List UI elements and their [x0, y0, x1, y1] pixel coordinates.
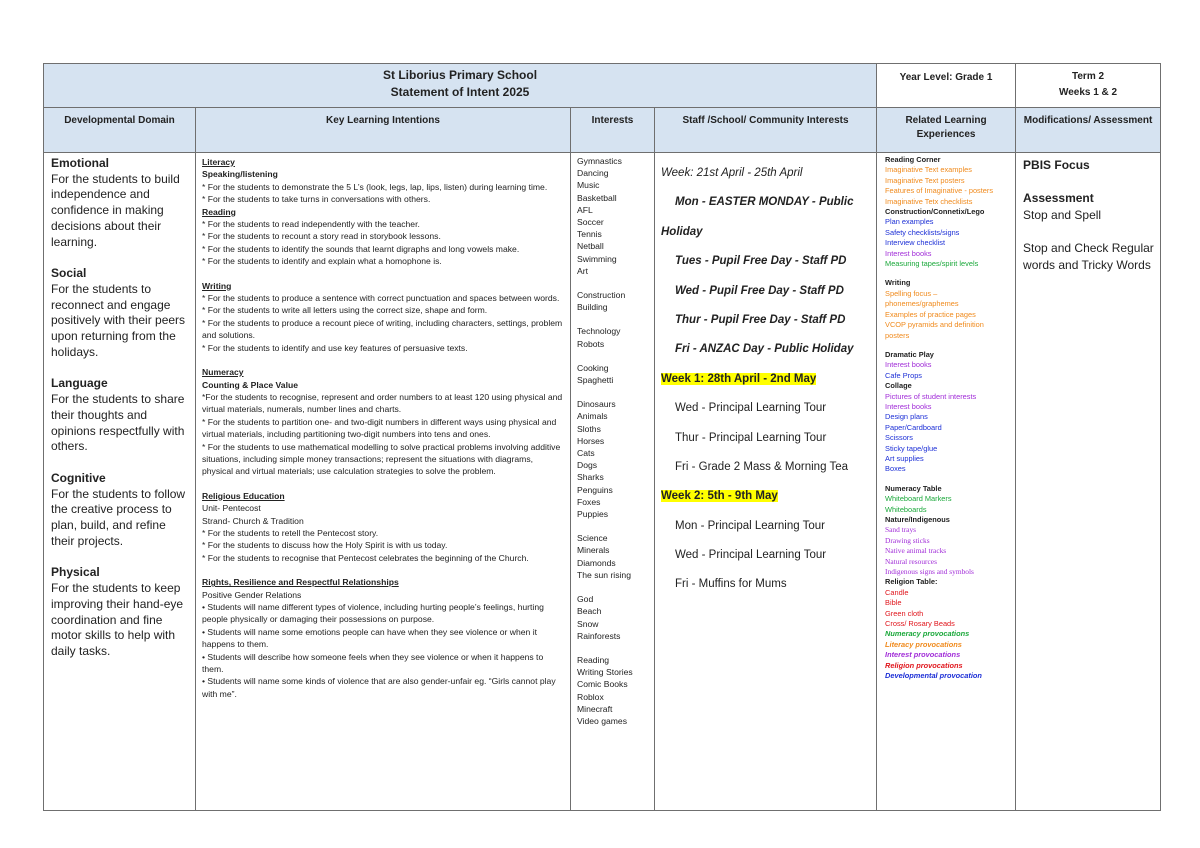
interest-item: Video games: [577, 715, 628, 726]
related-item: Sticky tape/glue: [885, 443, 938, 453]
week-2-heading: [661, 482, 872, 511]
writing-heading: Writing: [202, 280, 232, 291]
interest-item: God: [577, 594, 594, 605]
intention-item: * For the students to identify the sounds that learnt digraphs and long vowels make.: [202, 243, 520, 254]
re-unit: Unit- Pentecost: [202, 503, 261, 514]
provocation-item: Developmental provocation: [885, 671, 982, 681]
provocation-item: Numeracy provocations: [885, 629, 970, 639]
intention-item: * For the students to recognise that Pentecost celebrates the beginning of the Church.: [202, 552, 529, 563]
related-item: Cafe Props: [885, 370, 923, 380]
related-item: Examples of practice pages: [885, 309, 976, 319]
event-item: Holiday: [661, 225, 703, 238]
related-item: Cross/ Rosary Beads: [885, 619, 955, 629]
col-header-modifications: Modifications/ Assessment: [1016, 108, 1161, 153]
event-item: Wed - Principal Learning Tour: [675, 549, 827, 562]
intention-item: * For the students to use mathematical modelling to solve practical problems involving additive situations, including simple money transactions; represent the situations with diagrams, physical and virtual materials; use calculation strategies to solve the problem.: [202, 441, 561, 477]
interest-group: [577, 532, 650, 581]
related-item: Interest books: [885, 248, 932, 258]
related-item: Sand trays: [885, 525, 917, 535]
related-item: Pictures of student interests: [885, 391, 977, 401]
col-header-interests: Interests: [571, 108, 655, 153]
related-item: Green cloth: [885, 608, 924, 618]
re-strand: Strand- Church & Tradition: [202, 515, 304, 526]
interest-item: Minerals: [577, 545, 610, 556]
event-item: Thur - Pupil Free Day - Staff PD: [675, 313, 846, 326]
event-item: Mon - Principal Learning Tour: [675, 519, 826, 532]
interests-cell: [571, 153, 655, 811]
interest-item: Rainforests: [577, 630, 621, 641]
domain-social: [51, 266, 189, 360]
staff-cell: [655, 153, 877, 811]
religion-table-heading: Religion Table:: [885, 577, 938, 587]
statement-title: Statement of Intent 2025: [390, 85, 530, 99]
interest-item: Spaghetti: [577, 375, 614, 386]
interest-item: Comic Books: [577, 679, 628, 690]
year-level: Year Level: Grade 1: [877, 64, 1016, 108]
dramatic-play-heading: Dramatic Play: [885, 349, 934, 359]
event-item: Fri - ANZAC Day - Public Holiday: [675, 343, 854, 356]
intention-item: * For the students to identify and use key features of persuasive texts.: [202, 342, 468, 353]
interest-item: Basketball: [577, 192, 617, 203]
interest-item: Writing Stories: [577, 667, 633, 678]
reading-corner-heading: Reading Corner: [885, 155, 941, 164]
interest-group: [577, 362, 650, 386]
related-item: phonemes/graphemes: [885, 299, 959, 309]
interest-item: Tennis: [577, 229, 602, 240]
interest-item: Puppies: [577, 509, 609, 520]
event-item: Fri - Muffins for Mums: [675, 578, 787, 591]
related-item: Plan examples: [885, 217, 934, 227]
related-item: Scissors: [885, 433, 913, 443]
interest-item: Minecraft: [577, 703, 613, 714]
interest-item: Technology: [577, 326, 621, 337]
domain-text: For the students to build independence and confidence in making decisions about their learning.: [51, 171, 180, 249]
related-item: posters: [885, 330, 910, 340]
term-cell: [1016, 64, 1161, 108]
intentions-cell: [196, 153, 571, 811]
related-cell: [877, 153, 1016, 811]
intention-item: * For the students to take turns in conversations with others.: [202, 194, 431, 205]
reading-heading: Reading: [202, 206, 236, 217]
interest-item: Music: [577, 180, 600, 191]
provocation-item: Religion provocations: [885, 660, 963, 670]
interest-group: [577, 398, 650, 520]
related-item: Whiteboard Markers: [885, 494, 952, 504]
domain-text: For the students to keep improving their hand-eye coordination and fine motor skills to help with daily tasks.: [51, 581, 184, 658]
interest-item: The sun rising: [577, 569, 631, 580]
interest-item: Robots: [577, 338, 605, 349]
related-item: VCOP pyramids and definition: [885, 320, 984, 330]
related-item: Whiteboards: [885, 504, 927, 514]
domain-title: Cognitive: [51, 470, 106, 485]
related-item: Safety checklists/signs: [885, 227, 960, 237]
construction-heading: Construction/Connetix/Lego: [885, 207, 985, 217]
week-1-highlight: Week 1: 28th April - 2nd May: [661, 372, 817, 385]
interest-group: [577, 155, 650, 277]
related-item: Natural resources: [885, 556, 937, 566]
assessment-item: Stop and Spell: [1023, 208, 1102, 222]
intention-item: * For the students to write all letters using the correct size, shape and form.: [202, 305, 488, 316]
related-item: Features of Imaginative - posters: [885, 186, 994, 196]
interest-item: Beach: [577, 606, 602, 617]
domain-language: [51, 376, 189, 455]
related-item: Boxes: [885, 464, 906, 474]
re-heading: Religious Education: [202, 490, 285, 501]
related-item: Interest books: [885, 401, 932, 411]
intention-item: • Students will name some kinds of violence that are also gender-unfair eg. “Girls cannot play with me”.: [202, 676, 556, 699]
week-1-heading: [661, 365, 872, 394]
numeracy-heading: Numeracy: [202, 367, 244, 378]
intention-item: * For the students to identify and explain what a homophone is.: [202, 256, 442, 267]
interest-item: AFL: [577, 204, 593, 215]
interest-item: Construction: [577, 290, 626, 301]
school-name: St Liborius Primary School: [383, 68, 538, 82]
interest-item: Animals: [577, 411, 608, 422]
assessment-heading: Assessment: [1023, 191, 1094, 205]
domain-cell: [44, 153, 196, 811]
numeracy-table-heading: Numeracy Table: [885, 483, 942, 493]
related-item: Paper/Cardboard: [885, 422, 942, 432]
event-item: Tues - Pupil Free Day - Staff PD: [675, 255, 847, 268]
interest-item: Horses: [577, 435, 605, 446]
title-cell: [44, 64, 877, 108]
literacy-heading: Literacy: [202, 157, 235, 167]
pbis-focus: PBIS Focus: [1023, 158, 1090, 172]
intention-item: * For the students to produce a recount piece of writing, including characters, settings, problem and solutions.: [202, 317, 563, 341]
interest-item: Swimming: [577, 253, 617, 264]
col-header-related: Related Learning Experiences: [877, 108, 1016, 153]
event-item: Wed - Pupil Free Day - Staff PD: [675, 284, 844, 297]
event-item: Mon - EASTER MONDAY - Public: [675, 196, 854, 209]
intention-item: * For the students to demonstrate the 5 L’s (look, legs, lap, lips, listen) during learning time.: [202, 181, 548, 192]
domain-title: Social: [51, 266, 87, 281]
writing-heading: Writing: [885, 278, 911, 288]
related-item: Bible: [885, 598, 902, 608]
provocation-item: Interest provocations: [885, 650, 961, 660]
interest-item: Netball: [577, 241, 604, 252]
intention-item: * For the students to partition one- and two-digit numbers in different ways using physical and virtual materials, including partitioning two-digit numbers into tens and ones.: [202, 416, 557, 440]
interest-item: Snow: [577, 618, 599, 629]
interest-item: Penguins: [577, 484, 613, 495]
interest-group: [577, 654, 650, 727]
interest-item: Dancing: [577, 168, 609, 179]
related-item: Candle: [885, 587, 909, 597]
interest-item: Cooking: [577, 362, 609, 373]
related-item: Interest books: [885, 360, 932, 370]
intention-item: • Students will name some emotions people can have when they see violence or when it happens to them.: [202, 626, 538, 650]
event-item: Wed - Principal Learning Tour: [675, 402, 827, 415]
related-item: Imaginative Tetx checklists: [885, 196, 973, 206]
interest-item: Reading: [577, 654, 610, 665]
speaking-listening-heading: Speaking/listening: [202, 169, 278, 180]
week-heading: Week: 21st April - 25th April: [661, 167, 803, 179]
domain-text: For the students to share their thoughts and opinions respectfully with others.: [51, 392, 185, 454]
interest-item: Dinosaurs: [577, 399, 616, 410]
rrrr-topic: Positive Gender Relations: [202, 589, 302, 600]
related-item: Spelling focus –: [885, 288, 938, 298]
intention-item: * For the students to recount a story read in storybook lessons.: [202, 231, 441, 242]
domain-title: Emotional: [51, 156, 110, 170]
domain-cognitive: [51, 471, 189, 550]
related-item: Native animal tracks: [885, 546, 947, 556]
interest-group: [577, 325, 650, 349]
intention-item: • Students will name different types of violence, including hurting people’s feelings, hurting people physically or damaging their possessions on purpose.: [202, 602, 544, 625]
related-item: Design plans: [885, 412, 928, 422]
interest-item: Sharks: [577, 472, 604, 483]
intention-item: *For the students to recognise, represent and order numbers to at least 120 using physical and virtual materials, numerals, number lines and charts.: [202, 391, 563, 415]
domain-physical: [51, 565, 189, 659]
assessment-item: Stop and Check Regular words and Tricky Words: [1023, 241, 1154, 272]
week-2-highlight: Week 2: 5th - 9th May: [661, 490, 778, 503]
rrrr-heading: Rights, Resilience and Respectful Relationships: [202, 577, 399, 588]
interest-group: [577, 593, 650, 642]
intention-item: * For the students to retell the Pentecost story.: [202, 527, 379, 538]
intention-item: * For the students to discuss how the Holy Spirit is with us today.: [202, 540, 448, 551]
interest-item: Cats: [577, 448, 595, 459]
interest-item: Foxes: [577, 496, 601, 507]
weeks-label: Weeks 1 & 2: [1058, 87, 1118, 98]
interest-item: Dogs: [577, 460, 598, 471]
nature-heading: Nature/Indigenous: [885, 515, 950, 524]
interest-item: Science: [577, 533, 608, 544]
term-label: Term 2: [1072, 71, 1105, 82]
intention-item: * For the students to read independently with the teacher.: [202, 219, 420, 230]
col-header-intentions: Key Learning Intentions: [196, 108, 571, 153]
interest-item: Roblox: [577, 691, 604, 702]
related-item: Measuring tapes/spirit levels: [885, 259, 979, 269]
col-header-domain: Developmental Domain: [44, 108, 196, 153]
counting-heading: Counting & Place Value: [202, 379, 298, 390]
interest-item: Gymnastics: [577, 156, 622, 166]
interest-group: [577, 289, 650, 313]
domain-text: For the students to reconnect and engage positively with their peers upon returning from the holidays.: [51, 281, 186, 359]
provocation-item: Literacy provocations: [885, 639, 962, 649]
statement-table: [43, 63, 1161, 811]
event-item: Fri - Grade 2 Mass & Morning Tea: [675, 460, 848, 473]
collage-heading: Collage: [885, 381, 912, 391]
intention-item: * For the students to produce a sentence with correct punctuation and spaces between words.: [202, 293, 560, 304]
col-header-staff: Staff /School/ Community Interests: [655, 108, 877, 153]
domain-title: Physical: [51, 565, 100, 580]
interest-item: Art: [577, 265, 588, 276]
interest-item: Diamonds: [577, 557, 616, 568]
related-item: Imaginative Text posters: [885, 175, 965, 185]
related-item: Indigenous signs and symbols: [885, 567, 974, 577]
event-item: Thur - Principal Learning Tour: [675, 431, 827, 444]
intention-item: • Students will describe how someone feels when they see violence or when it happens to them.: [202, 651, 544, 675]
related-item: Art supplies: [885, 453, 924, 463]
interest-item: Soccer: [577, 217, 604, 228]
related-item: Imaginative Text examples: [885, 165, 972, 175]
interest-item: Sloths: [577, 423, 601, 434]
related-item: Interview checklist: [885, 238, 945, 248]
domain-text: For the students to follow the creative process to plan, build, and refine their projects.: [51, 486, 186, 548]
domain-emotional: [51, 156, 189, 250]
interest-item: Building: [577, 302, 608, 313]
modifications-cell: [1016, 153, 1161, 811]
domain-title: Language: [51, 376, 108, 391]
related-item: Drawing sticks: [885, 535, 930, 545]
